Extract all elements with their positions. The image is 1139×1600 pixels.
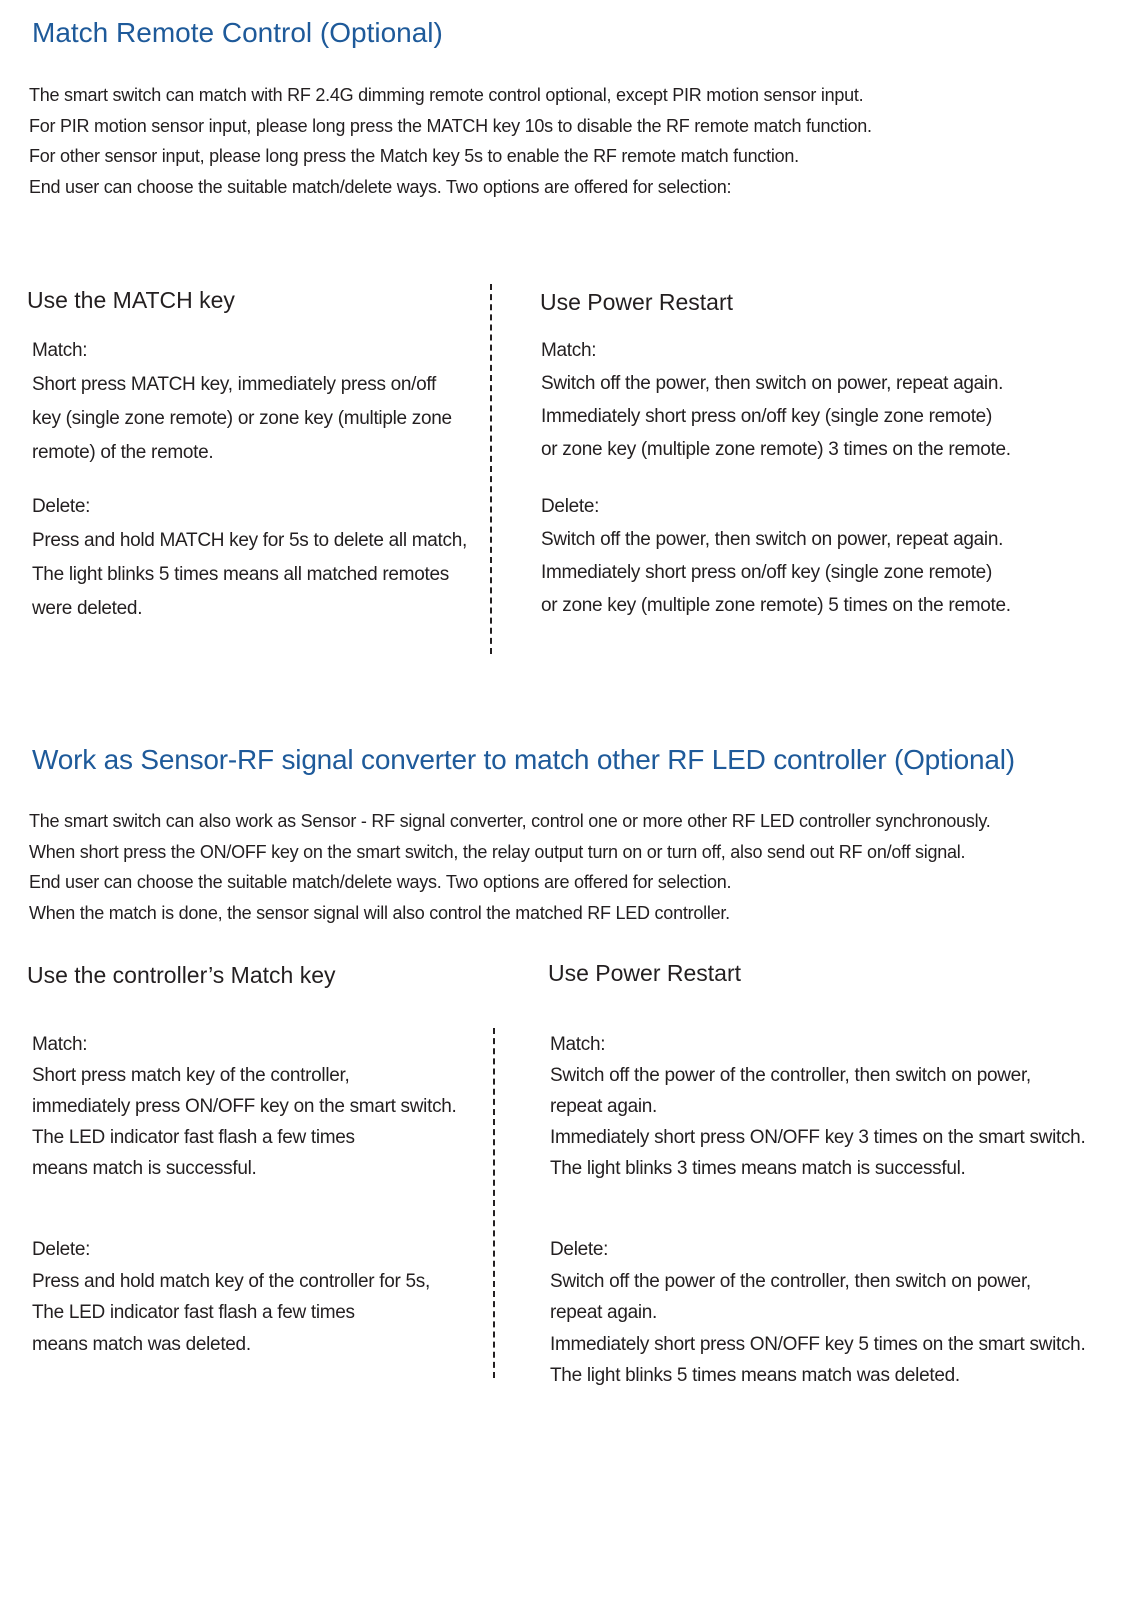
section2-title: Work as Sensor-RF signal converter to match other RF LED controller (Optional) [32, 744, 1015, 775]
instruction-line: Short press MATCH key, immediately press on/off [32, 374, 437, 395]
instruction-line: Immediately short press ON/OFF key 3 times on the smart switch. [550, 1127, 1086, 1148]
instruction-line: immediately press ON/OFF key on the smart switch. [32, 1096, 457, 1117]
match-label: Match: [32, 1034, 88, 1055]
intro-line: End user can choose the suitable match/delete ways. Two options are offered for selection. [29, 872, 732, 892]
delete-label: Delete: [32, 1239, 91, 1260]
section2-intro [29, 806, 991, 928]
instruction-line: or zone key (multiple zone remote) 5 times on the remote. [541, 595, 1011, 616]
section1-right-delete [541, 490, 1011, 622]
instruction-line: The light blinks 3 times means match is successful. [550, 1158, 966, 1179]
section1-left-match [32, 334, 452, 470]
instruction-line: Short press match key of the controller, [32, 1065, 350, 1086]
delete-label: Delete: [541, 496, 600, 517]
section1-left-heading: Use the MATCH key [27, 287, 235, 313]
match-label: Match: [32, 340, 88, 361]
intro-line: For PIR motion sensor input, please long press the MATCH key 10s to disable the RF remote match function. [29, 115, 872, 136]
instruction-line: or zone key (multiple zone remote) 3 times on the remote. [541, 439, 1011, 460]
delete-label: Delete: [550, 1239, 609, 1260]
section2-left-heading: Use the controller’s Match key [27, 962, 336, 988]
instruction-line: Immediately short press ON/OFF key 5 times on the smart switch. [550, 1333, 1086, 1355]
intro-line: When short press the ON/OFF key on the smart switch, the relay output turn on or turn off, also send out RF on/off signal. [29, 841, 966, 862]
instruction-line: Press and hold match key of the controller for 5s, [32, 1270, 430, 1292]
intro-line: The smart switch can also work as Sensor - RF signal converter, control one or more other RF LED controller synchronously. [29, 811, 991, 831]
column-divider [490, 284, 492, 654]
column-divider [493, 1028, 495, 1378]
section2-left-match [32, 1029, 457, 1184]
instruction-line: were deleted. [32, 598, 143, 619]
instruction-line: Switch off the power of the controller, then switch on power, [550, 1065, 1031, 1086]
intro-line: The smart switch can match with RF 2.4G dimming remote control optional, except PIR motion sensor input. [29, 85, 864, 105]
instruction-line: Immediately short press on/off key (single zone remote) [541, 406, 992, 427]
instruction-line: Press and hold MATCH key for 5s to delete all match, [32, 530, 467, 551]
match-label: Match: [550, 1034, 606, 1055]
intro-line: End user can choose the suitable match/delete ways. Two options are offered for selection: [29, 176, 732, 197]
intro-line: For other sensor input, please long press the Match key 5s to enable the RF remote match function. [29, 146, 799, 166]
instruction-line: remote) of the remote. [32, 442, 214, 463]
intro-line: When the match is done, the sensor signal will also control the matched RF LED controller. [29, 902, 730, 923]
section1-right-match [541, 334, 1011, 466]
instruction-line: The light blinks 5 times means match was deleted. [550, 1365, 960, 1386]
section2-left-delete [32, 1234, 430, 1360]
instruction-line: repeat again. [550, 1302, 658, 1323]
section1-right-heading: Use Power Restart [540, 289, 734, 315]
instruction-line: The LED indicator fast flash a few times [32, 1302, 355, 1323]
instruction-line: Switch off the power, then switch on power, repeat again. [541, 529, 1004, 550]
instruction-line: Switch off the power, then switch on power, repeat again. [541, 373, 1004, 394]
instruction-line: Switch off the power of the controller, then switch on power, [550, 1270, 1031, 1292]
instruction-line: The LED indicator fast flash a few times [32, 1127, 355, 1148]
section1-left-delete [32, 490, 467, 626]
instruction-line: means match was deleted. [32, 1333, 251, 1355]
instruction-line: means match is successful. [32, 1158, 257, 1179]
delete-label: Delete: [32, 496, 91, 517]
section2-right-heading: Use Power Restart [548, 960, 742, 986]
instruction-line: Immediately short press on/off key (single zone remote) [541, 562, 992, 583]
instruction-line: repeat again. [550, 1096, 658, 1117]
instruction-line: The light blinks 5 times means all matched remotes [32, 564, 449, 585]
section2-right-match [550, 1029, 1085, 1184]
instruction-line: key (single zone remote) or zone key (multiple zone [32, 408, 452, 429]
section1-intro [29, 80, 872, 202]
section2-right-delete [550, 1234, 1085, 1392]
match-label: Match: [541, 340, 597, 361]
section1-title: Match Remote Control (Optional) [32, 17, 443, 48]
